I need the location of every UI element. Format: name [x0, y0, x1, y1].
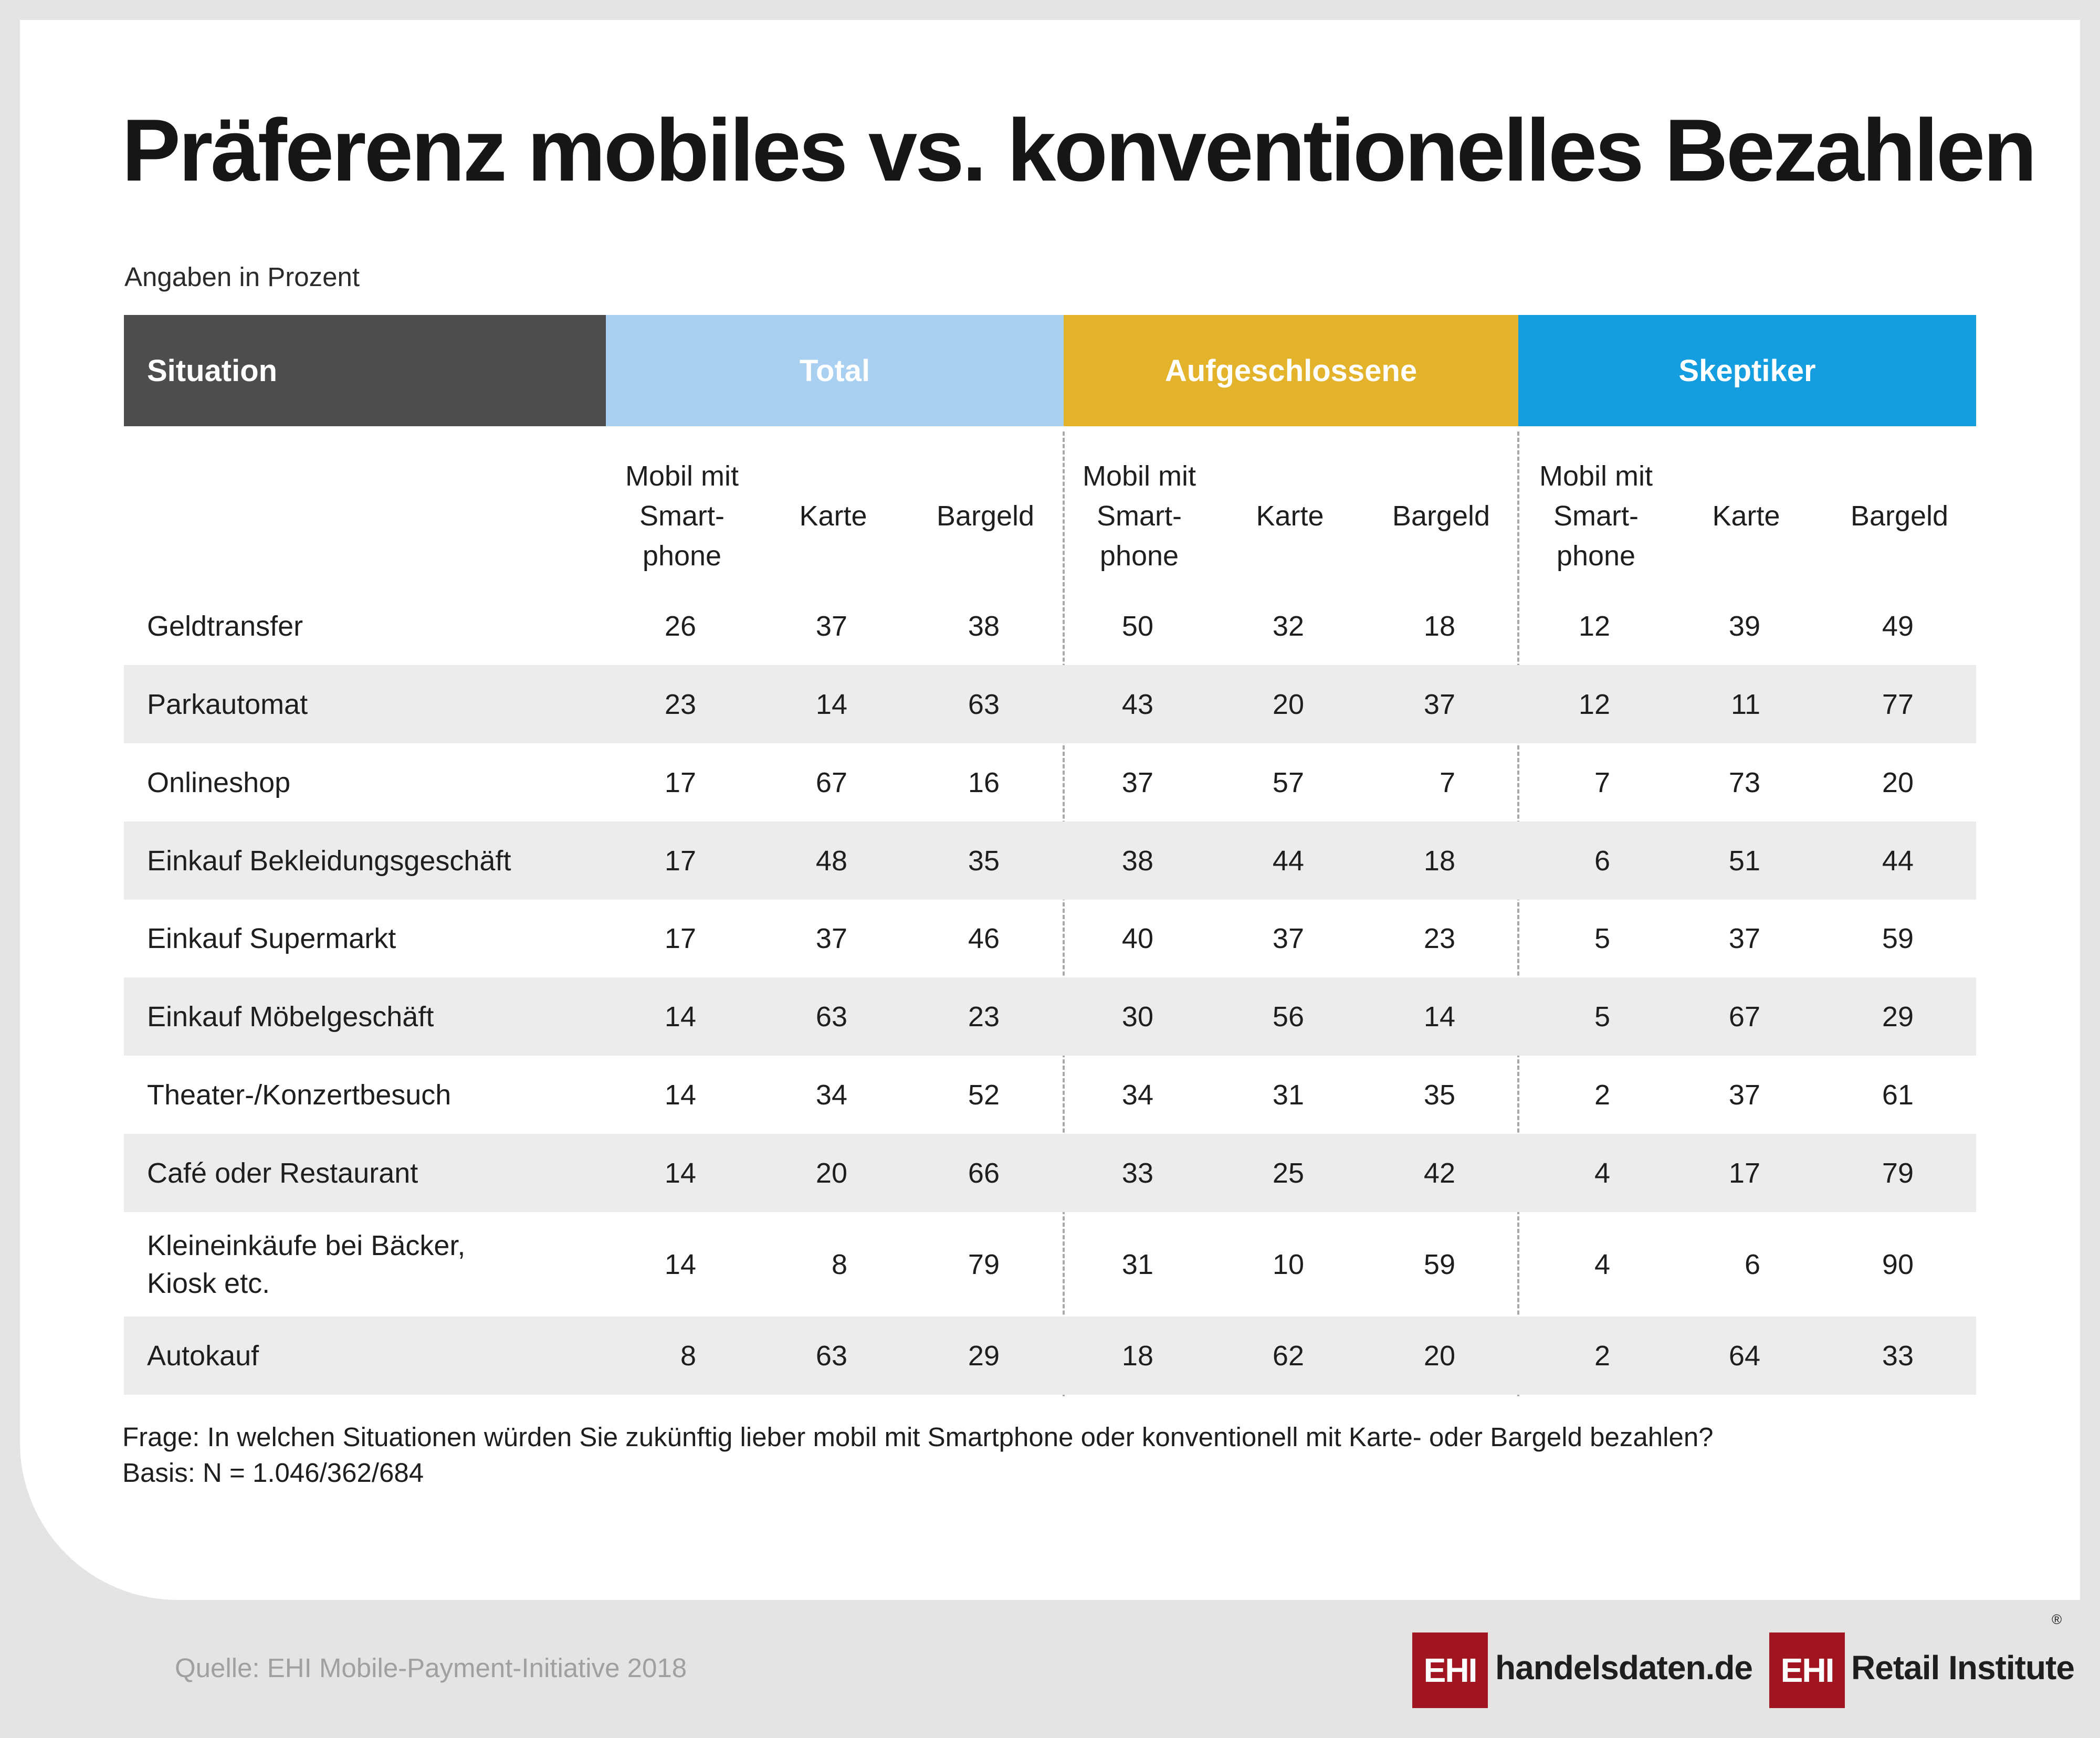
- table-cell: 29: [1882, 1000, 1914, 1033]
- table-cell: 38: [968, 610, 1000, 642]
- table-cell: 2: [1594, 1340, 1610, 1372]
- table-cell: 52: [968, 1079, 1000, 1111]
- row-label: Geldtransfer: [147, 610, 303, 642]
- table-row: [124, 1316, 1976, 1395]
- table-cell: 43: [1121, 688, 1153, 720]
- table-cell: 37: [1423, 688, 1455, 720]
- row-label: Theater-/Konzertbesuch: [147, 1079, 452, 1111]
- table-cell: 12: [1578, 688, 1610, 720]
- table-cell: 16: [968, 766, 1000, 798]
- table-cell: 63: [815, 1000, 847, 1033]
- unit-note: Angaben in Prozent: [124, 262, 360, 292]
- table-cell: 14: [664, 1157, 696, 1189]
- table-cell: 42: [1423, 1157, 1455, 1189]
- row-label: Onlineshop: [147, 766, 291, 798]
- table-cell: 61: [1882, 1079, 1914, 1111]
- header-skeptiker: Skeptiker: [1518, 315, 1976, 426]
- column-subheader: Bargeld: [936, 500, 1035, 532]
- table-cell: 79: [1882, 1157, 1914, 1189]
- table-cell: 14: [664, 1248, 696, 1280]
- table-cell: 6: [1594, 845, 1610, 877]
- table-cell: 17: [664, 923, 696, 954]
- column-subheader: Mobil mit Smart- phone: [625, 460, 739, 572]
- table-cell: 20: [1882, 766, 1914, 798]
- ehi-logo-box: EHI: [1412, 1632, 1488, 1708]
- table-cell: 4: [1594, 1248, 1610, 1280]
- table-cell: 34: [815, 1079, 847, 1111]
- table-cell: 46: [968, 923, 1000, 954]
- table-cell: 39: [1728, 610, 1760, 642]
- table-cell: 12: [1578, 610, 1610, 642]
- table-cell: 37: [815, 610, 847, 642]
- table-row: [124, 743, 1976, 821]
- row-label: Café oder Restaurant: [147, 1157, 418, 1189]
- table-cell: 63: [815, 1340, 847, 1372]
- table-cell: 18: [1423, 610, 1455, 642]
- table-cell: 7: [1439, 766, 1455, 798]
- table-cell: 18: [1121, 1340, 1153, 1372]
- table-cell: 7: [1594, 766, 1610, 798]
- table-cell: 33: [1882, 1340, 1914, 1372]
- table-cell: 48: [815, 845, 847, 877]
- table-cell: 66: [968, 1157, 1000, 1189]
- table-cell: 37: [1121, 766, 1153, 798]
- row-label: Einkauf Möbelgeschäft: [147, 1000, 434, 1033]
- table-cell: 11: [1730, 688, 1760, 720]
- table-cell: 14: [815, 688, 847, 720]
- table-cell: 67: [1728, 1000, 1760, 1033]
- column-subheader: Karte: [1712, 500, 1780, 532]
- table-cell: 33: [1121, 1157, 1153, 1189]
- table-cell: 40: [1121, 923, 1153, 954]
- table-cell: 17: [1728, 1157, 1760, 1189]
- table-cell: 10: [1272, 1248, 1304, 1280]
- table-cell: 35: [968, 845, 1000, 877]
- table-row: [124, 1056, 1976, 1134]
- table-row: [124, 977, 1976, 1056]
- table-cell: 5: [1594, 1000, 1610, 1033]
- table-cell: 14: [664, 1000, 696, 1033]
- table-cell: 49: [1882, 610, 1914, 642]
- table-cell: 34: [1121, 1079, 1153, 1111]
- table-cell: 17: [664, 845, 696, 877]
- table-cell: 51: [1728, 845, 1760, 877]
- table-cell: 50: [1121, 610, 1153, 642]
- table-cell: 79: [968, 1248, 1000, 1280]
- ehi-logo-box: EHI: [1769, 1632, 1845, 1708]
- handelsdaten-logo-text: handelsdaten.de: [1495, 1649, 1752, 1687]
- table-cell: 14: [664, 1079, 696, 1111]
- table-cell: 20: [1423, 1340, 1455, 1372]
- table-cell: 44: [1882, 845, 1914, 877]
- table-cell: 23: [1423, 923, 1455, 954]
- column-subheader: Mobil mit Smart- phone: [1539, 460, 1653, 572]
- page-title: Präferenz mobiles vs. konventionelles Bezahlen: [122, 101, 2035, 199]
- table-cell: 14: [1423, 1000, 1455, 1033]
- table-cell: 32: [1272, 610, 1304, 642]
- column-subheader: Karte: [1256, 500, 1324, 532]
- table-row: [124, 1212, 1976, 1316]
- table-cell: 37: [1272, 923, 1304, 954]
- table-row: [124, 665, 1976, 743]
- row-label: Kleineinkäufe bei Bäcker, Kiosk etc.: [147, 1229, 466, 1299]
- footnote-basis: Basis: N = 1.046/362/684: [122, 1458, 424, 1488]
- table-cell: 31: [1121, 1248, 1153, 1280]
- table-row: [124, 900, 1976, 977]
- table-cell: 73: [1728, 766, 1760, 798]
- table-cell: 20: [1272, 688, 1304, 720]
- table-cell: 44: [1272, 845, 1304, 877]
- table-cell: 2: [1594, 1079, 1610, 1111]
- table-cell: 23: [664, 688, 696, 720]
- table-cell: 6: [1744, 1248, 1760, 1280]
- table-cell: 63: [968, 688, 1000, 720]
- table-cell: 4: [1594, 1157, 1610, 1189]
- table-cell: 64: [1728, 1340, 1760, 1372]
- header-aufgeschlossene: Aufgeschlossene: [1064, 315, 1518, 426]
- table-cell: 37: [815, 923, 847, 954]
- table-cell: 57: [1272, 766, 1304, 798]
- table-cell: 25: [1272, 1157, 1304, 1189]
- registered-mark: ®: [2052, 1611, 2062, 1627]
- table-cell: 31: [1272, 1079, 1304, 1111]
- header-total: Total: [606, 315, 1064, 426]
- table-cell: 59: [1882, 923, 1914, 954]
- table-cell: 17: [664, 766, 696, 798]
- table-cell: 20: [815, 1157, 847, 1189]
- table-cell: 26: [664, 610, 696, 642]
- row-label: Einkauf Bekleidungsgeschäft: [147, 845, 511, 877]
- table-row: [124, 821, 1976, 900]
- table-cell: 77: [1882, 688, 1914, 720]
- column-subheader: Bargeld: [1850, 500, 1949, 532]
- table-row: [124, 1134, 1976, 1212]
- retail-institute-logo-text: Retail Institute: [1851, 1649, 2074, 1687]
- table-cell: 30: [1121, 1000, 1153, 1033]
- table-cell: 59: [1423, 1248, 1455, 1280]
- footnote: [122, 1419, 1714, 1491]
- source-note: Quelle: EHI Mobile-Payment-Initiative 2018: [175, 1653, 687, 1683]
- table-cell: 18: [1423, 845, 1455, 877]
- table-cell: 23: [968, 1000, 1000, 1033]
- table-cell: 8: [680, 1340, 696, 1372]
- table-row: [124, 587, 1976, 665]
- column-subheader: Mobil mit Smart- phone: [1082, 460, 1196, 572]
- table-cell: 37: [1728, 1079, 1760, 1111]
- row-label: Einkauf Supermarkt: [147, 923, 396, 954]
- footnote-question: Frage: In welchen Situationen würden Sie zukünftig lieber mobil mit Smartphone oder konventionell mit Karte- oder Bargeld bezahlen?: [122, 1422, 1714, 1452]
- table-cell: 37: [1728, 923, 1760, 954]
- row-label: Parkautomat: [147, 688, 308, 720]
- table-cell: 90: [1882, 1248, 1914, 1280]
- table-cell: 35: [1423, 1079, 1455, 1111]
- table-cell: 62: [1272, 1340, 1304, 1372]
- table-cell: 67: [815, 766, 847, 798]
- table-cell: 38: [1121, 845, 1153, 877]
- table-cell: 8: [831, 1248, 847, 1280]
- row-label: Autokauf: [147, 1340, 259, 1372]
- table-cell: 29: [968, 1340, 1000, 1372]
- column-subheader: Bargeld: [1392, 500, 1490, 532]
- header-situation: Situation: [124, 315, 606, 426]
- column-subheader: Karte: [799, 500, 867, 532]
- table-cell: 5: [1594, 923, 1610, 954]
- table-cell: 56: [1272, 1000, 1304, 1033]
